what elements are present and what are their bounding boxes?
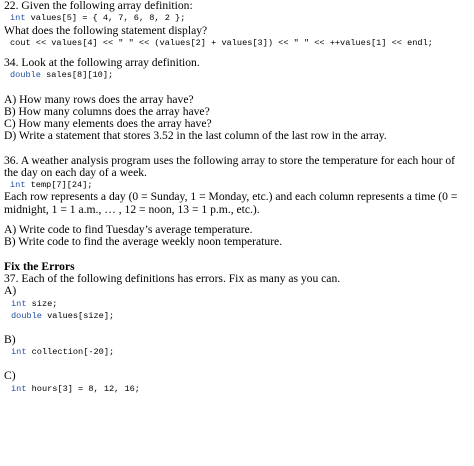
- code-text: temp[7][24];: [25, 180, 93, 191]
- q22-prompt: 22. Given the following array definition:: [4, 0, 193, 12]
- code-keyword: double: [10, 70, 41, 81]
- code-text: collection[-20];: [26, 347, 115, 358]
- q34-part-d: D) Write a statement that stores 3.52 in the last column of the last row in the array.: [4, 129, 387, 143]
- code-keyword: double: [11, 310, 42, 321]
- code-text: hours[3] = 8, 12, 16;: [26, 383, 140, 394]
- q22-declaration: [4, 12, 472, 24]
- document: [4, 0, 472, 395]
- q37-b-code: [4, 346, 472, 358]
- fix-errors-heading: Fix the Errors: [4, 259, 75, 273]
- q34-part-a: A) How many rows does the array have?: [4, 92, 194, 106]
- q36-description: Each row represents a day (0 = Sunday, 1 = Monday, etc.) and each column represents a time (0 = midnight, 1 = 1 a.m., … , 12 = noon, 13 = 1 p.m., etc.).: [4, 190, 458, 216]
- q36-part-a: A) Write code to find Tuesday’s average temperature.: [4, 223, 253, 237]
- code-keyword: int: [11, 347, 27, 358]
- code-text: sales[8][10];: [40, 70, 114, 81]
- q34-declaration: [4, 69, 472, 81]
- q37-c-code: [4, 383, 472, 395]
- code-text: values[size];: [41, 310, 115, 321]
- q37-label-b: B): [4, 332, 16, 346]
- q36-part-b: B) Write code to find the average weekly noon temperature.: [4, 235, 283, 249]
- q37-label-c: C): [4, 369, 16, 383]
- q37-prompt: 37. Each of the following definitions has errors. Fix as many as you can.: [4, 271, 341, 285]
- q22-question: What does the following statement display?: [4, 23, 208, 37]
- code-keyword: int: [10, 13, 26, 24]
- code-keyword: int: [10, 180, 26, 191]
- q34-part-b: B) How many columns does the array have?: [4, 104, 210, 118]
- code-keyword: int: [11, 383, 27, 394]
- code-text: size;: [26, 298, 58, 309]
- code-text: values[5] = { 4, 7, 6, 8, 2 };: [25, 13, 186, 24]
- q34-prompt: 34. Look at the following array definition.: [4, 56, 200, 69]
- q37-a-line-1: [4, 298, 472, 310]
- q36-prompt: 36. A weather analysis program uses the following array to store the temperature for each hour of the day on each day of a week.: [4, 153, 456, 179]
- q37-label-a: A): [4, 284, 17, 298]
- q34-part-c: C) How many elements does the array have?: [4, 117, 212, 131]
- q22-statement: cout << values[4] << " " << (values[2] + values[3]) << " " << ++values[1] << endl;: [10, 37, 433, 48]
- code-keyword: int: [11, 298, 27, 309]
- q37-a-line-2: [4, 310, 472, 322]
